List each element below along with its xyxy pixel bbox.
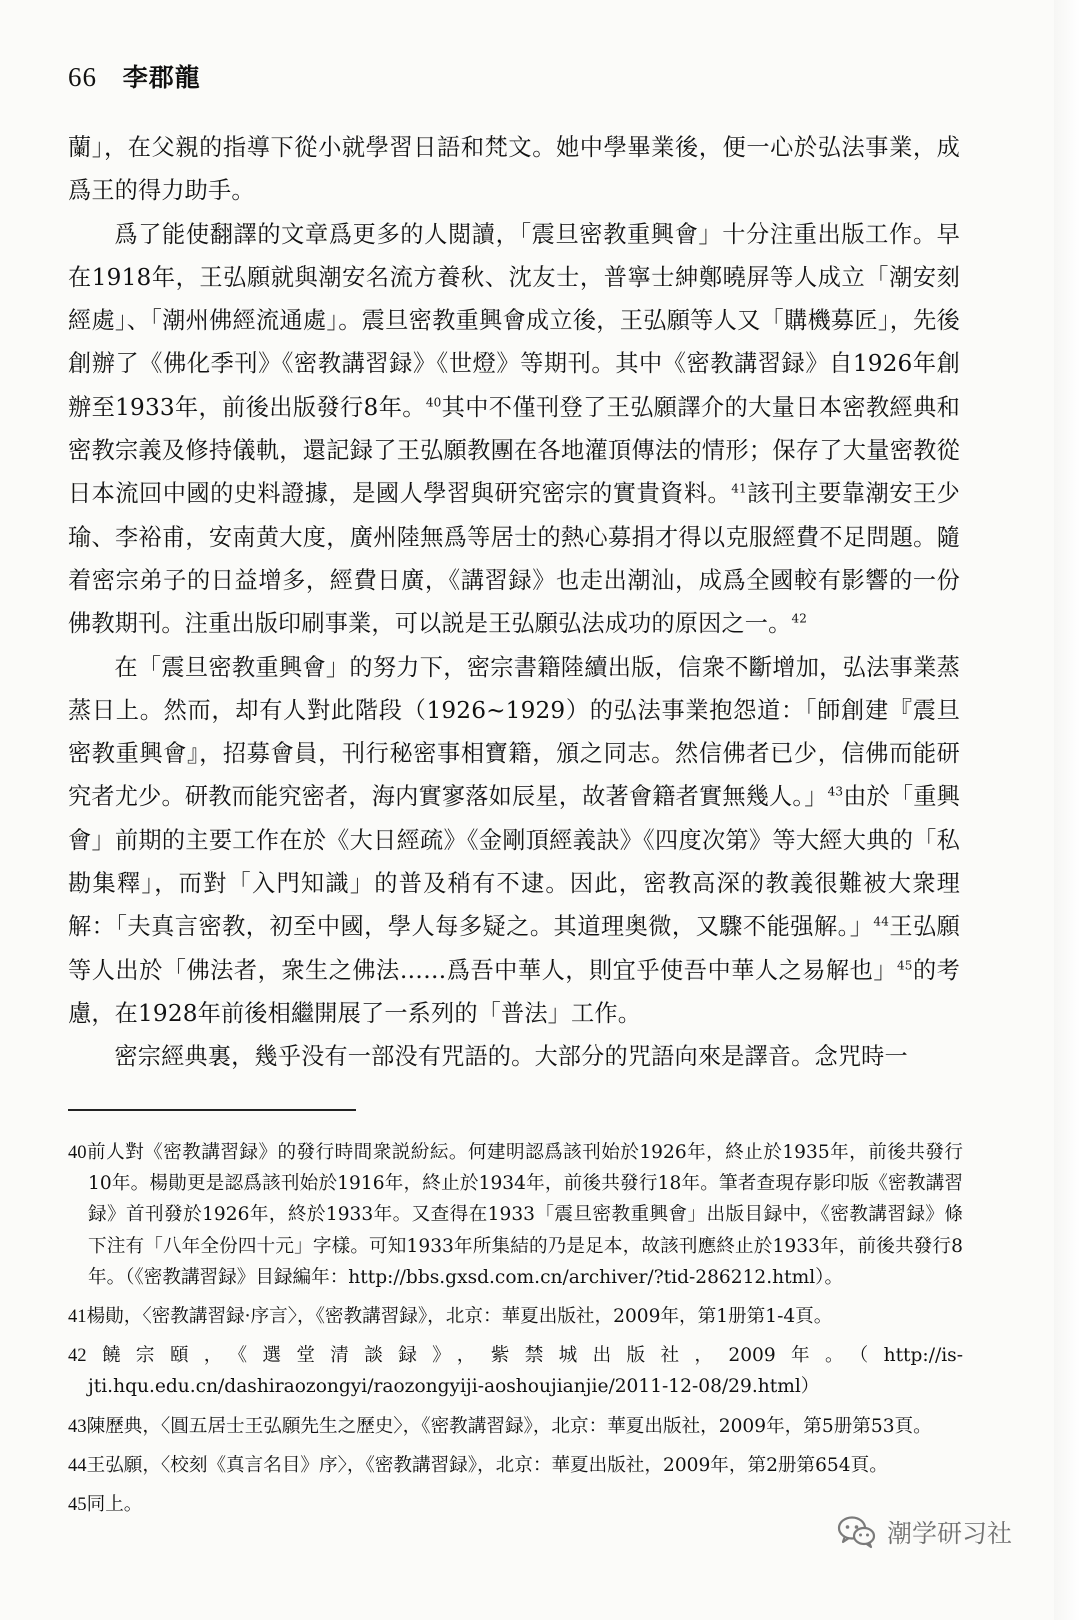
footnote: 41楊勛，〈密教講習録·序言〉，《密教講習録》，北京：華夏出版社，2009年，第1册第1-4頁。 <box>68 1306 833 1328</box>
footnote-divider <box>68 1109 356 1111</box>
page-edge <box>1054 0 1080 1620</box>
footnote: 40前人對《密教講習録》的發行時間衆説紛紜。何建明認爲該刊始於1926年，終止於1935年，前後共發行10年。楊勛更是認爲該刊始於1916年，終止於1934年，前後共發行18年。筆者查現存影印版《密教講習録》首刊發於1926年，終於1933年。又查得在1933「震旦密教重興會」出版目録中，《密教講習録》條下注有「八年全份四十元」字樣。可知1933年所集結的乃是足本，故該刊應終止於1933年，前後共發行8年。（《密教講習録》目録編年：http://bbs.gxsd.com.cn/archiver/?tid-286212.html）。 <box>68 1142 963 1288</box>
wechat-icon <box>837 1515 877 1549</box>
footnote-ref: 40 <box>425 395 442 410</box>
footnote-ref: 45 <box>897 957 913 972</box>
author-name: 李郡龍 <box>122 63 201 92</box>
paragraph: 蘭」，在父親的指導下從小就學習日語和梵文。她中學畢業後，便一心於弘法事業，成爲王的得力助手。 <box>68 134 960 205</box>
paragraph: 爲了能使翻譯的文章爲更多的人閲讀，「震旦密教重興會」十分注重出版工作。早在1918年，王弘願就與潮安名流方養秋、沈友士，普寧士紳鄭曉屏等人成立「潮安刻經處」、「潮州佛經流通處」。震旦密教重興會成立後，王弘願等人又「購機募匠」，先後創辦了《佛化季刊》《密教講習録》《世燈》等期刊。其中《密教講習録》自1926年創辦至1933年，前後出版發行8年。$^{40}$其中不僅刊登了王弘願譯介的大量日本密教經典和密教宗義及修持儀軌，還記録了王弘願教團在各地灌頂傳法的情形；保存了大量密教從日本流回中國的史料證據，是國人學習與研究密宗的實貴資料。$^{41}$該刊主要靠潮安王少瑜、李裕甫，安南黄大度，廣州陸無爲等居士的熱心募捐才得以克服經費不足問題。隨着密宗弟子的日益增多，經費日廣，《講習録》也走出潮汕，成爲全國較有影響的一份佛教期刊。注重出版印刷事業，可以説是王弘願弘法成功的原因之一。$^{42}$ <box>68 220 960 638</box>
footnote: 44王弘願，〈校刻《真言名目》序〉，《密教講習録》，北京：華夏出版社，2009年，第2册第654頁。 <box>68 1454 888 1476</box>
footnote-ref: 44 <box>873 914 889 929</box>
watermark <box>837 1512 1012 1552</box>
footnote-ref: 43 <box>827 784 844 799</box>
page-number: 66 <box>68 62 97 92</box>
footnote: 42饒宗頤，《選堂清談録》，紫禁城出版社，2009年。（http://is-jti.hqu.edu.cn/dashiraozongyi/raozongyiji-aoshoujianjie/2011-12-08/29.html） <box>68 1345 963 1398</box>
watermark-text: 潮学研习社 <box>886 1519 1012 1548</box>
footnote: 43陳歷典，〈圓五居士王弘願先生之歷史〉，《密教講習録》，北京：華夏出版社，2009年，第5册第53頁。 <box>68 1415 932 1437</box>
running-header <box>68 58 201 98</box>
footnotes <box>68 1137 963 1528</box>
footnote-ref: 41 <box>731 481 747 496</box>
paragraph: 密宗經典裏，幾乎没有一部没有咒語的。大部分的咒語向來是譯音。念咒時一 <box>114 1043 908 1071</box>
footnote: 45同上。 <box>68 1494 143 1516</box>
main-text <box>68 126 960 1079</box>
footnote-ref: 42 <box>791 611 808 626</box>
paragraph: 在「震旦密教重興會」的努力下，密宗書籍陸續出版，信衆不斷增加，弘法事業蒸蒸日上。然而，却有人對此階段（1926~1929）的弘法事業抱怨道：「師創建『震旦密教重興會』，招募會員，刊行秘密事相寶籍，頒之同志。然信佛者已少，信佛而能研究者尤少。研教而能究密者，海内實寥落如辰星，故著會籍者實無幾人。」$^{43}$由於「重興會」前期的主要工作在於《大日經疏》《金剛頂經義訣》《四度次第》等大經大典的「私勘集釋」，而對「入門知識」的普及稍有不逮。因此，密教高深的教義很難被大衆理解：「夫真言密教，初至中國，學人每多疑之。其道理奥微，又驟不能强解。」$^{44}$王弘願等人出於「佛法者，衆生之佛法……爲吾中華人，則宜乎使吾中華人之易解也」$^{45}$的考慮，在1928年前後相繼開展了一系列的「普法」工作。 <box>68 653 961 1027</box>
